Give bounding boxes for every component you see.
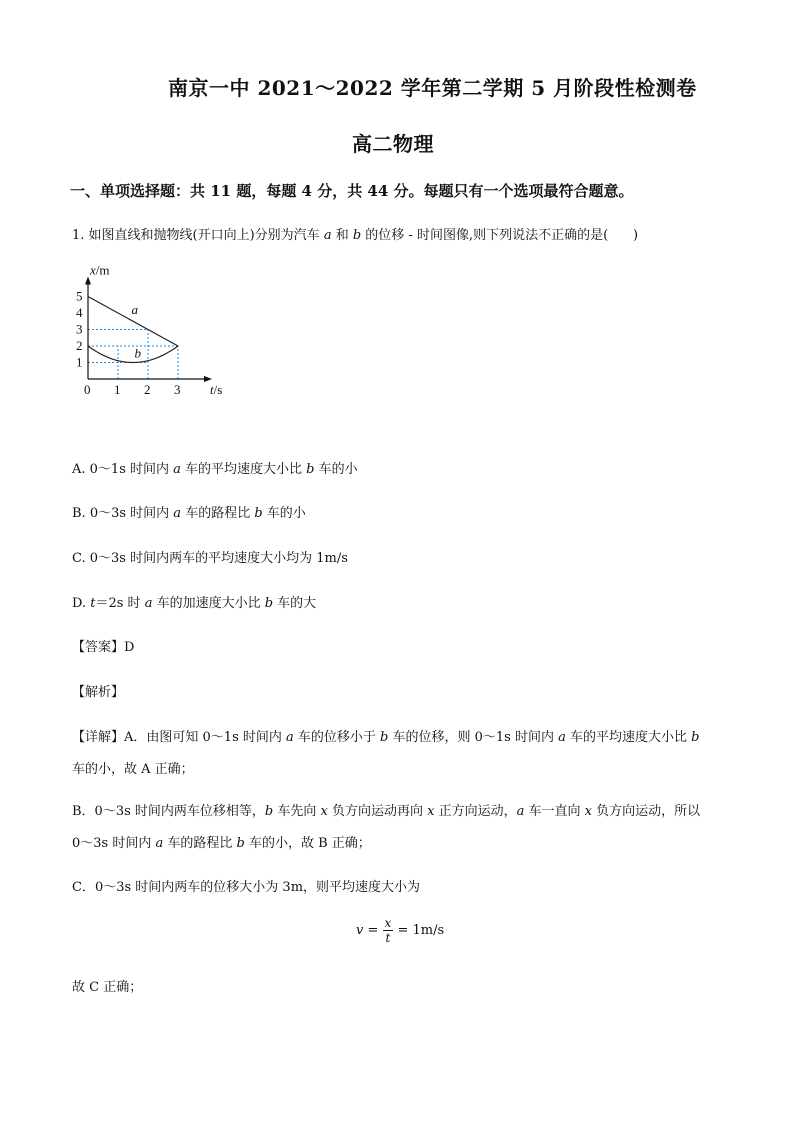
option-text: ＝2s 时 — [95, 596, 145, 611]
y-axis-label — [89, 263, 110, 278]
stem-text: 1. 如图直线和抛物线(开口向上)分别为汽车 — [72, 228, 324, 243]
stem-var-a: a — [323, 228, 332, 243]
detail-var: b — [380, 730, 389, 745]
detail-text: 负方向运动再向 — [327, 804, 428, 819]
option-text: 车的加速度大小比 — [152, 596, 265, 611]
x-tick-label: 2 — [144, 382, 151, 397]
detail-text: 车一直向 — [524, 804, 585, 819]
detail-c-line1: C．0～3s 时间内两车的位移大小为 3m，则平均速度大小为 — [72, 880, 421, 895]
detail-text: 车的小，故 B 正确； — [244, 836, 371, 851]
option-var: b — [254, 506, 263, 521]
y-tick-label: 3 — [76, 321, 83, 337]
option-var: b — [264, 596, 274, 611]
option-var: a — [173, 506, 182, 521]
x-tick-label: 0 — [84, 382, 91, 397]
detail-var: b — [264, 804, 274, 819]
option-var: b — [306, 462, 315, 477]
series-b-label: b — [134, 345, 141, 361]
option-b — [72, 502, 306, 521]
formula-rhs: = 1m/s — [397, 923, 445, 938]
detail-var: x — [427, 804, 435, 819]
xt-graph — [60, 262, 230, 402]
velocity-formula — [356, 916, 444, 945]
formula-numerator: x — [384, 916, 392, 930]
detail-text: 车先向 — [273, 804, 321, 819]
y-axis-var: x — [90, 262, 96, 278]
detail-var: a — [155, 836, 164, 851]
option-text: 车的平均速度大小比 — [180, 462, 307, 477]
x-axis-unit: /s — [213, 382, 223, 397]
x-tick-label: 3 — [174, 382, 181, 397]
detail-var: x — [584, 804, 592, 819]
option-d — [72, 592, 316, 611]
option-var: a — [144, 596, 153, 611]
option-text: A. 0～1s 时间内 — [72, 462, 174, 477]
answer-line — [72, 636, 134, 655]
page-subtitle: 高二物理 — [352, 132, 434, 156]
answer-label: 【答案】 — [72, 640, 125, 655]
option-text: 车的小 — [314, 462, 358, 477]
analysis-label: 【解析】 — [72, 685, 125, 700]
detail-text: B．0～3s 时间内两车位移相等， — [72, 804, 265, 819]
detail-var: b — [236, 836, 245, 851]
stem-text: 的位移 - 时间图像,则下列说法不正确的是( — [361, 228, 609, 243]
y-axis-arrow — [85, 277, 91, 285]
option-text: 车的小 — [262, 506, 306, 521]
formula-fraction — [383, 916, 394, 945]
y-axis-unit: /m — [95, 262, 110, 278]
detail-var: a — [558, 730, 566, 745]
detail-b-line2 — [72, 832, 371, 851]
detail-text: 车的路程比 — [163, 836, 237, 851]
y-tick-label: 2 — [76, 338, 83, 353]
formula-eq: = — [367, 923, 379, 938]
detail-text: 0～3s 时间内 — [72, 836, 156, 851]
page-title: 南京一中 2021～2022 学年第二学期 5 月阶段性检测卷 — [168, 76, 697, 100]
series-labels — [132, 302, 142, 361]
series-b-line — [88, 346, 178, 363]
option-text: D. — [72, 596, 91, 611]
detail-var: a — [286, 730, 294, 745]
option-var: a — [173, 462, 181, 477]
series-a-label: a — [131, 301, 138, 317]
detail-a-line1 — [72, 726, 699, 745]
detail-text: 车的平均速度大小比 — [565, 730, 692, 745]
detail-var: a — [516, 804, 525, 819]
detail-c-line2: 故 C 正确； — [72, 980, 143, 995]
x-axis-label — [210, 382, 222, 397]
formula-denominator: t — [385, 931, 391, 945]
option-text: B. 0～3s 时间内 — [72, 506, 174, 521]
option-text: 车的路程比 — [181, 506, 255, 521]
y-tick-label: 5 — [76, 288, 83, 304]
x-tick-label: 1 — [114, 382, 121, 397]
section-heading: 一、单项选择题：共 11 题，每题 4 分，共 44 分。每题只有一个选项最符合题意。 — [70, 182, 634, 200]
question-stem — [72, 224, 638, 243]
detail-text: 【详解】A．由图可知 0～1s 时间内 — [72, 730, 286, 745]
x-axis-var: t — [210, 382, 214, 397]
detail-var: x — [320, 804, 328, 819]
stem-blank: ) — [608, 228, 639, 243]
option-text: 车的大 — [273, 596, 317, 611]
option-text: C. 0～3s 时间内两车的平均速度大小均为 1m/s — [72, 551, 348, 566]
stem-text: 和 — [331, 228, 353, 243]
detail-a-line2: 车的小，故 A 正确； — [72, 762, 194, 777]
option-var: t — [90, 596, 96, 611]
detail-text: 正方向运动， — [434, 804, 517, 819]
option-a — [72, 458, 358, 477]
formula-lhs: v — [356, 923, 364, 938]
detail-text: 车的位移小于 — [293, 730, 381, 745]
option-c — [72, 547, 348, 566]
detail-var: b — [691, 730, 700, 745]
answer-value: D — [124, 640, 135, 655]
detail-b-line1 — [72, 800, 700, 819]
detail-text: 负方向运动，所以 — [591, 804, 701, 819]
stem-var-b: b — [352, 228, 362, 243]
y-tick-label: 1 — [76, 354, 83, 370]
y-tick-label: 4 — [76, 305, 83, 320]
detail-text: 车的位移，则 0～1s 时间内 — [388, 730, 559, 745]
